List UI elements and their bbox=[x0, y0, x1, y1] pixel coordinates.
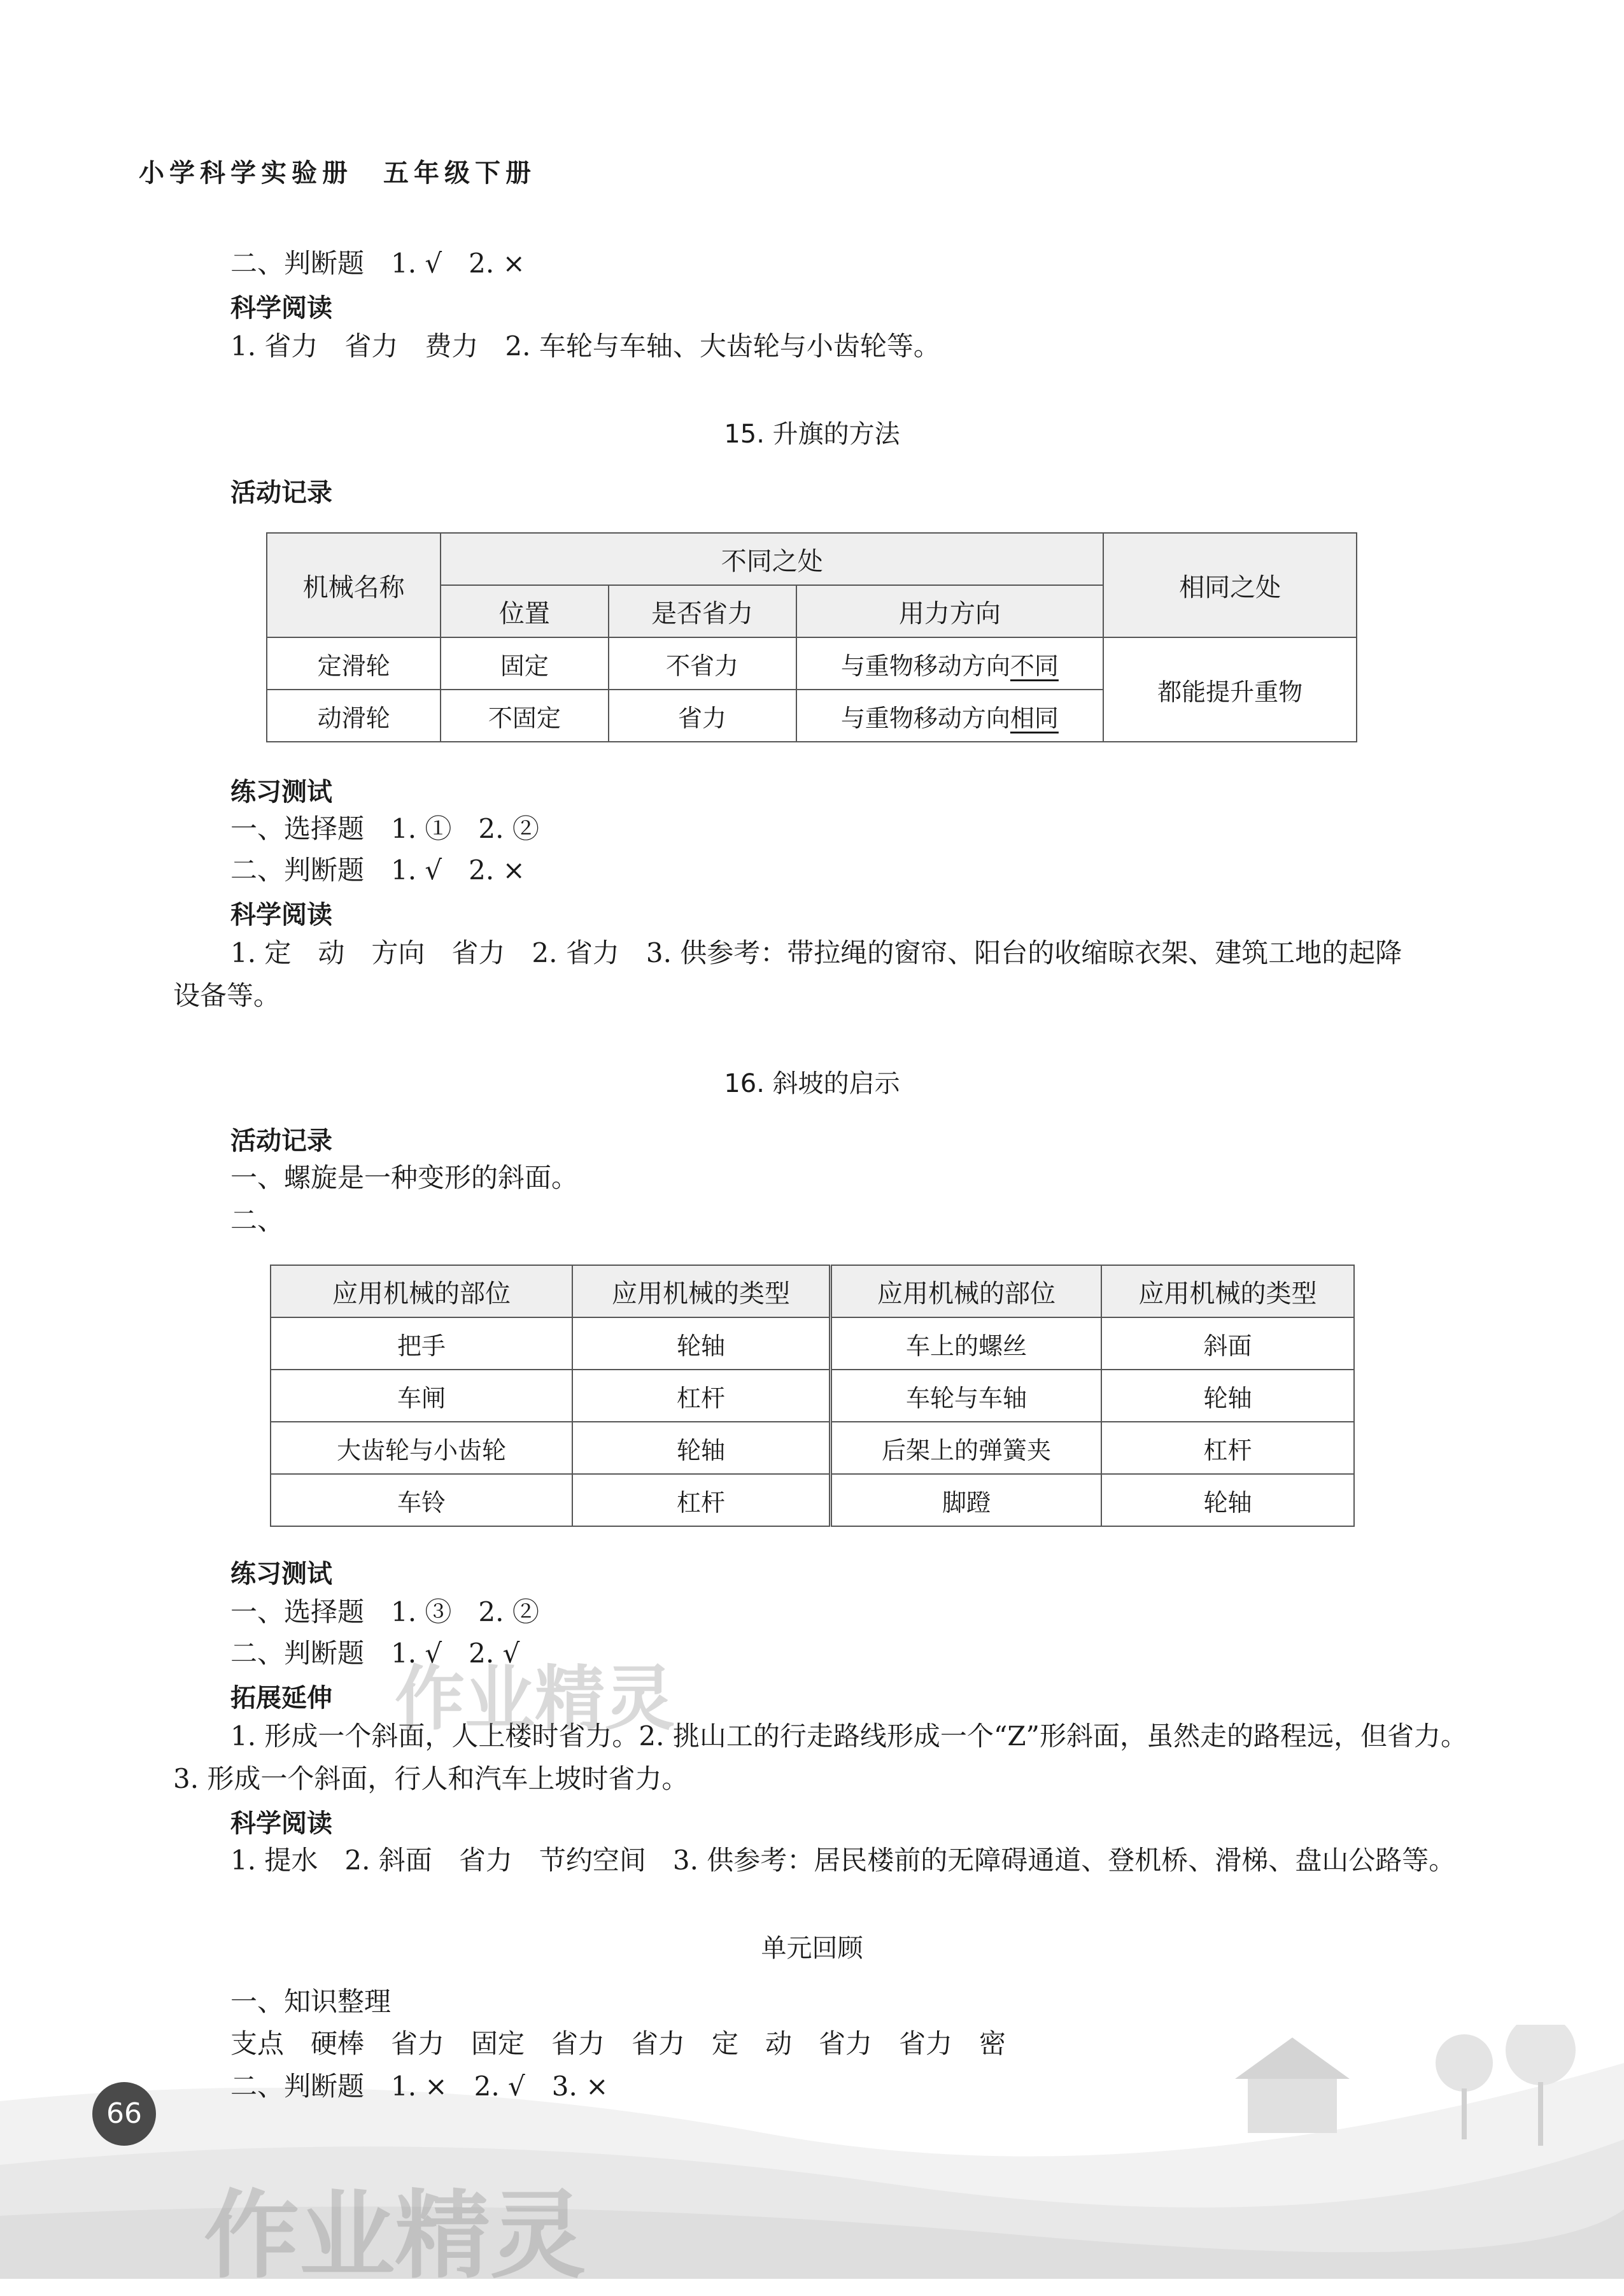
sec15-judge: 二、判断题 1. √ 2. × bbox=[230, 854, 525, 886]
cell: 杠杆 bbox=[1101, 1422, 1354, 1474]
th-diff: 不同之处 bbox=[441, 533, 1103, 585]
sec16-judge: 二、判断题 1. √ 2. √ bbox=[230, 1638, 520, 1669]
sec15-reading-label: 科学阅读 bbox=[230, 900, 332, 930]
sec15-activity-label: 活动记录 bbox=[230, 478, 332, 507]
th-part-2: 应用机械的部位 bbox=[831, 1265, 1102, 1317]
sec14-reading-label: 科学阅读 bbox=[230, 294, 332, 323]
review-answers: 支点 硬棒 省力 固定 省力 省力 定 动 省力 省力 密 bbox=[230, 2028, 1006, 2059]
th-type-1: 应用机械的类型 bbox=[572, 1265, 831, 1317]
row1-name: 定滑轮 bbox=[267, 637, 441, 690]
sec16-reading: 1. 提水 2. 斜面 省力 节约空间 3. 供参考：居民楼前的无障碍通道、登机桥、滑梯、盘山公路等。 bbox=[230, 1845, 1456, 1876]
row1-dir-fill: 不同 bbox=[1010, 651, 1059, 680]
sec16-item2: 二、 bbox=[230, 1205, 285, 1236]
th-save: 是否省力 bbox=[609, 585, 796, 637]
cell: 斜面 bbox=[1101, 1317, 1354, 1370]
sec16-title: 16. 斜坡的启示 bbox=[724, 1069, 900, 1098]
cell: 轮轴 bbox=[572, 1317, 831, 1370]
watermark-middle: 作业精灵 bbox=[395, 1658, 675, 1740]
sec16-practice-label: 练习测试 bbox=[230, 1559, 332, 1589]
watermark-bottom: 作业精灵 bbox=[204, 2181, 586, 2292]
row1-pos: 固定 bbox=[441, 637, 608, 690]
bicycle-table bbox=[270, 1265, 1355, 1527]
pulley-table bbox=[266, 532, 1357, 742]
sec15-reading-1: 1. 定 动 方向 省力 2. 省力 3. 供参考：带拉绳的窗帘、阳台的收缩晾衣架、建筑工地的起降 bbox=[230, 937, 1402, 968]
review-title: 单元回顾 bbox=[761, 1934, 863, 1963]
book-header: 小学科学实验册 五年级下册 bbox=[139, 159, 536, 188]
cell: 脚蹬 bbox=[831, 1474, 1102, 1526]
row2-dir-fill: 相同 bbox=[1010, 704, 1059, 732]
sec16-item1: 一、螺旋是一种变形的斜面。 bbox=[230, 1162, 579, 1193]
sec14-reading: 1. 省力 省力 费力 2. 车轮与车轴、大齿轮与小齿轮等。 bbox=[230, 330, 940, 362]
th-part-1: 应用机械的部位 bbox=[271, 1265, 572, 1317]
sec16-activity-label: 活动记录 bbox=[230, 1126, 332, 1156]
row2-name: 动滑轮 bbox=[267, 690, 441, 742]
page-number: 66 bbox=[92, 2082, 156, 2146]
row2-save: 省力 bbox=[609, 690, 796, 742]
row2-pos: 不固定 bbox=[441, 690, 608, 742]
row2-dir bbox=[796, 690, 1104, 742]
sec16-extend-1: 1. 形成一个斜面，人上楼时省力。2. 挑山工的行走路线形成一个“Z”形斜面，虽然走的路程远，但省力。 bbox=[230, 1720, 1467, 1752]
sec15-reading-2: 设备等。 bbox=[173, 980, 281, 1011]
cell: 车轮与车轴 bbox=[831, 1370, 1102, 1422]
sec14-judge: 二、判断题 1. √ 2. × bbox=[230, 248, 525, 279]
sec15-title: 15. 升旗的方法 bbox=[724, 420, 900, 449]
cell: 大齿轮与小齿轮 bbox=[271, 1422, 572, 1474]
cell: 轮轴 bbox=[1101, 1474, 1354, 1526]
th-pos: 位置 bbox=[441, 585, 608, 637]
cell: 杠杆 bbox=[572, 1370, 831, 1422]
same-cell: 都能提升重物 bbox=[1103, 637, 1357, 742]
review-judge: 二、判断题 1. × 2. √ 3. × bbox=[230, 2071, 609, 2102]
sec16-extend-2: 3. 形成一个斜面，行人和汽车上坡时省力。 bbox=[173, 1763, 689, 1794]
row1-save: 不省力 bbox=[609, 637, 796, 690]
cell: 把手 bbox=[271, 1317, 572, 1370]
sec15-choice: 一、选择题 1. ① 2. ② bbox=[230, 813, 539, 844]
cell: 车上的螺丝 bbox=[831, 1317, 1102, 1370]
th-type-2: 应用机械的类型 bbox=[1101, 1265, 1354, 1317]
review-knowledge: 一、知识整理 bbox=[230, 1986, 392, 2017]
sec15-practice-label: 练习测试 bbox=[230, 777, 332, 807]
row2-dir-prefix: 与重物移动方向 bbox=[840, 704, 1010, 732]
th-dir: 用力方向 bbox=[796, 585, 1104, 637]
cell: 轮轴 bbox=[572, 1422, 831, 1474]
cell: 后架上的弹簧夹 bbox=[831, 1422, 1102, 1474]
cell: 轮轴 bbox=[1101, 1370, 1354, 1422]
cell: 车闸 bbox=[271, 1370, 572, 1422]
sec16-reading-label: 科学阅读 bbox=[230, 1809, 332, 1838]
th-same: 相同之处 bbox=[1103, 533, 1357, 637]
sec16-extend-label: 拓展延伸 bbox=[230, 1683, 332, 1713]
cell: 杠杆 bbox=[572, 1474, 831, 1526]
sec16-choice: 一、选择题 1. ③ 2. ② bbox=[230, 1596, 539, 1627]
cell: 车铃 bbox=[271, 1474, 572, 1526]
th-name: 机械名称 bbox=[267, 533, 441, 637]
row1-dir bbox=[796, 637, 1104, 690]
row1-dir-prefix: 与重物移动方向 bbox=[840, 651, 1010, 680]
